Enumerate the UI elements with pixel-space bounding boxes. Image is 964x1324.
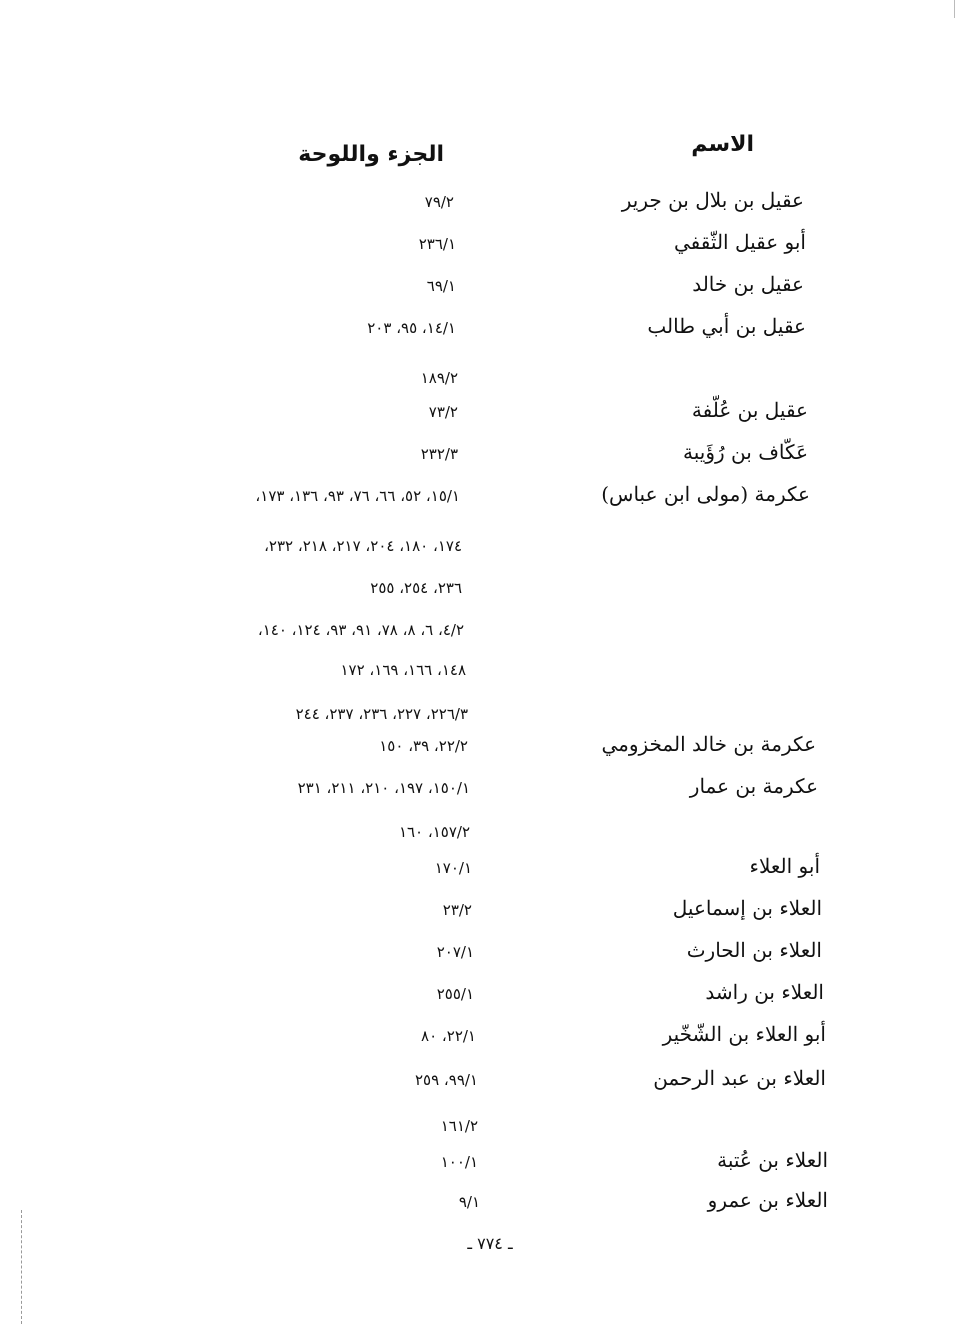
page-edge-line bbox=[21, 1210, 22, 1324]
entry-ref: ٤/٢، ٦، ٨، ٧٨، ٩١، ٩٣، ١٢٤، ١٤٠، bbox=[257, 621, 464, 639]
entry-ref: ٧٣/٢ bbox=[428, 403, 458, 421]
entry-ref: ٢٥٥/١ bbox=[436, 985, 474, 1003]
index-row bbox=[0, 180, 964, 220]
entry-name: عقيل بن أبي طالب bbox=[647, 314, 806, 338]
entry-ref: ٢٢/٢، ٣٩، ١٥٠ bbox=[379, 737, 468, 755]
index-row bbox=[0, 1058, 964, 1098]
entry-ref: ٢٠٧/١ bbox=[436, 943, 474, 961]
entry-ref: ١٦١/٢ bbox=[440, 1117, 478, 1135]
entry-ref: ١٥/١، ٥٢، ٦٦، ٧٦، ٩٣، ١٣٦، ١٧٣، bbox=[255, 487, 460, 505]
entry-ref: ٢٢٦/٣، ٢٢٧، ٢٣٦، ٢٣٧، ٢٤٤ bbox=[295, 705, 468, 723]
index-row bbox=[0, 648, 964, 688]
entry-ref: ٩٩/١، ٢٥٩ bbox=[414, 1071, 478, 1089]
entry-ref: ١٥٧/٢، ١٦٠ bbox=[398, 823, 470, 841]
entry-ref: ٢٣٦/١ bbox=[418, 235, 456, 253]
entry-ref: ١٨٩/٢ bbox=[420, 369, 458, 387]
index-row bbox=[0, 1140, 964, 1180]
entry-ref: ٩/١ bbox=[458, 1193, 480, 1211]
entry-name: أبو العلاء bbox=[749, 854, 820, 878]
index-row bbox=[0, 888, 964, 928]
entry-name: العلاء بن عُتبة bbox=[717, 1148, 828, 1172]
index-row bbox=[0, 1104, 964, 1144]
index-row bbox=[0, 972, 964, 1012]
entry-name: العلاء بن عمرو bbox=[707, 1188, 828, 1212]
entry-name: العلاء بن الحارث bbox=[686, 938, 822, 962]
index-row bbox=[0, 930, 964, 970]
entry-ref: ١٤٨، ١٦٦، ١٦٩، ١٧٢ bbox=[340, 661, 466, 679]
index-row bbox=[0, 1014, 964, 1054]
index-row bbox=[0, 810, 964, 850]
name-column-header: الاسم bbox=[691, 132, 754, 157]
index-row bbox=[0, 432, 964, 472]
index-row bbox=[0, 566, 964, 606]
index-row bbox=[0, 846, 964, 886]
index-row bbox=[0, 1180, 964, 1220]
entry-name: عَكّاف بن رُؤَيبة bbox=[683, 440, 808, 464]
entry-ref: ١٧٠/١ bbox=[434, 859, 472, 877]
entry-ref: ١٥٠/١، ١٩٧، ٢١٠، ٢١١، ٢٣١ bbox=[297, 779, 470, 797]
index-row bbox=[0, 390, 964, 430]
entry-ref: ١٤/١، ٩٥، ٢٠٣ bbox=[367, 319, 456, 337]
entry-ref: ٢٣٢/٣ bbox=[420, 445, 458, 463]
index-row bbox=[0, 766, 964, 806]
entry-name: عقيل بن عُلّفة bbox=[691, 398, 808, 422]
entry-ref: ١٠٠/١ bbox=[440, 1153, 478, 1171]
entry-name: العلاء بن إسماعيل bbox=[672, 896, 822, 920]
entry-name: عقيل بن خالد bbox=[692, 272, 804, 296]
index-row bbox=[0, 264, 964, 304]
ref-column-header: الجزء واللوحة bbox=[298, 142, 444, 167]
entry-name: العلاء بن عبد الرحمن bbox=[653, 1066, 826, 1090]
entry-name: عقيل بن بلال بن جرير bbox=[621, 188, 804, 212]
index-row bbox=[0, 474, 964, 514]
entry-ref: ٧٩/٢ bbox=[424, 193, 454, 211]
entry-name: أبو عقيل الثّقفي bbox=[674, 230, 806, 254]
index-row bbox=[0, 608, 964, 648]
index-row bbox=[0, 222, 964, 262]
entry-name: العلاء بن راشد bbox=[705, 980, 824, 1004]
entry-name: عكرمة بن خالد المخزومي bbox=[601, 732, 816, 756]
page-number: ـ ٧٧٤ ـ bbox=[467, 1234, 513, 1253]
entry-name: أبو العلاء بن الشّخّير bbox=[662, 1022, 826, 1046]
entry-ref: ١٧٤، ١٨٠، ٢٠٤، ٢١٧، ٢١٨، ٢٣٢، bbox=[264, 537, 462, 555]
index-row bbox=[0, 724, 964, 764]
entry-name: عكرمة بن عمار bbox=[689, 774, 818, 798]
entry-ref: ٢٣٦، ٢٥٤، ٢٥٥ bbox=[370, 579, 462, 597]
entry-ref: ٦٩/١ bbox=[426, 277, 456, 295]
entry-ref: ٢٢/١، ٨٠ bbox=[421, 1027, 476, 1045]
entry-ref: ٢٣/٢ bbox=[442, 901, 472, 919]
entry-name: عكرمة (مولى ابن عباس) bbox=[601, 482, 810, 506]
index-row bbox=[0, 306, 964, 346]
index-row bbox=[0, 524, 964, 564]
